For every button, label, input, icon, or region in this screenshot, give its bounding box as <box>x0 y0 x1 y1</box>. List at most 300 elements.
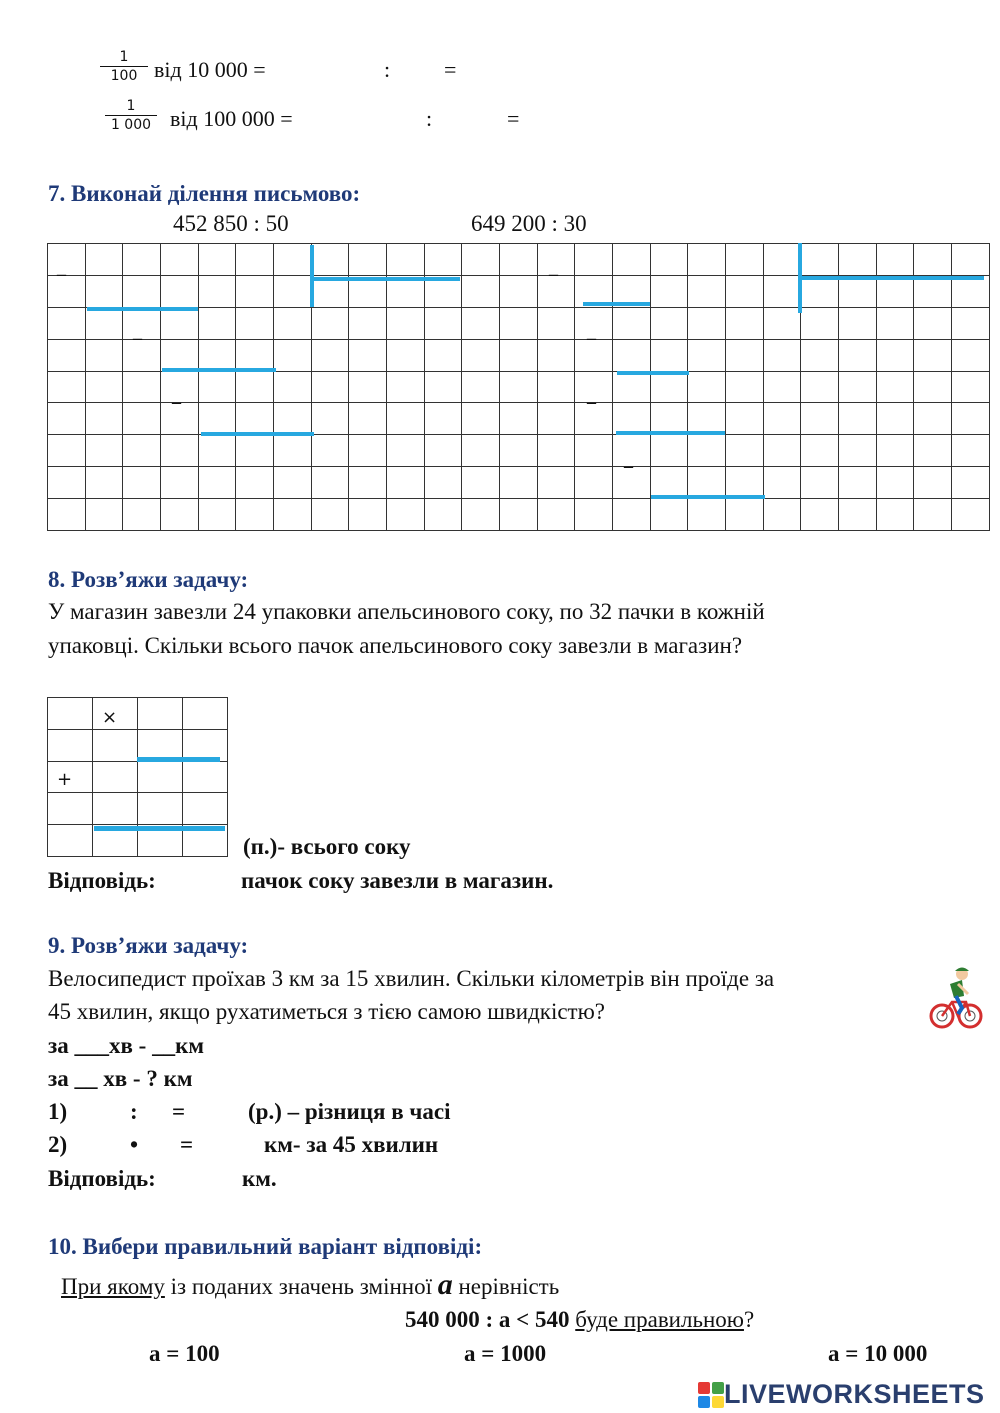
grid-cell[interactable] <box>311 435 349 467</box>
grid-cell[interactable] <box>198 499 236 531</box>
grid-cell[interactable] <box>650 371 688 403</box>
grid-cell[interactable] <box>952 339 990 371</box>
grid-cell[interactable] <box>914 499 952 531</box>
step2-text: км- за 45 хвилин <box>264 1132 439 1157</box>
grid-cell[interactable] <box>183 698 228 730</box>
grid-cell[interactable] <box>387 499 425 531</box>
equals-sign: = <box>507 106 520 131</box>
multiplication-line <box>94 826 225 831</box>
grid-cell[interactable] <box>839 371 877 403</box>
answer-blank[interactable] <box>300 57 378 83</box>
grid-cell[interactable] <box>688 307 726 339</box>
grid-cell[interactable] <box>914 307 952 339</box>
grid-cell[interactable] <box>500 307 538 339</box>
liveworksheets-logo <box>698 1379 985 1409</box>
grid-cell[interactable] <box>123 244 161 276</box>
grid-cell[interactable] <box>85 275 123 307</box>
grid-cell[interactable] <box>198 403 236 435</box>
grid-cell[interactable] <box>349 435 387 467</box>
grid-cell[interactable] <box>801 244 839 276</box>
grid-cell[interactable] <box>462 467 500 499</box>
fraction-row2-text: від 100 000 = <box>170 106 293 131</box>
grid-cell[interactable] <box>688 339 726 371</box>
grid-cell[interactable] <box>462 275 500 307</box>
grid-cell[interactable] <box>801 371 839 403</box>
grid-cell[interactable] <box>914 275 952 307</box>
colon-sign: : <box>426 106 433 131</box>
grid-row <box>48 499 990 531</box>
grid-cell[interactable] <box>48 499 86 531</box>
grid-cell[interactable] <box>236 275 274 307</box>
grid-cell[interactable] <box>274 275 312 307</box>
grid-cell[interactable] <box>274 403 312 435</box>
grid-cell[interactable] <box>801 307 839 339</box>
minus-sign: _ <box>587 320 596 341</box>
grid-cell[interactable] <box>48 307 86 339</box>
grid-cell[interactable] <box>650 244 688 276</box>
task9-answer-unit: км. <box>242 1166 277 1191</box>
grid-cell[interactable] <box>952 371 990 403</box>
grid-cell[interactable] <box>763 435 801 467</box>
grid-cell[interactable] <box>311 307 349 339</box>
grid-cell[interactable] <box>839 435 877 467</box>
grid-cell[interactable] <box>85 244 123 276</box>
multiplication-grid <box>47 697 228 857</box>
grid-cell[interactable] <box>876 244 914 276</box>
grid-cell[interactable] <box>311 403 349 435</box>
grid-cell[interactable] <box>424 403 462 435</box>
grid-cell[interactable] <box>349 244 387 276</box>
step1-equals: = <box>172 1099 186 1124</box>
grid-cell[interactable] <box>575 244 613 276</box>
grid-cell[interactable] <box>183 793 228 825</box>
question-text: із поданих значень змінної <box>164 1274 438 1299</box>
grid-cell[interactable] <box>123 371 161 403</box>
task8-unit-label: (п.)- всього соку <box>243 834 411 859</box>
grid-cell[interactable] <box>349 403 387 435</box>
minus-sign: _ <box>549 256 558 277</box>
grid-cell[interactable] <box>763 339 801 371</box>
grid-cell[interactable] <box>801 403 839 435</box>
fraction-1-1000 <box>103 97 159 134</box>
grid-cell[interactable] <box>537 499 575 531</box>
grid-cell[interactable] <box>537 275 575 307</box>
grid-cell[interactable] <box>424 371 462 403</box>
grid-cell[interactable] <box>952 499 990 531</box>
grid-cell[interactable] <box>123 435 161 467</box>
task9-text-line2: 45 хвилин, якщо рухатиметься з тією самою швидкістю? <box>48 999 605 1024</box>
grid-row <box>48 339 990 371</box>
grid-cell[interactable] <box>876 403 914 435</box>
grid-cell[interactable] <box>274 435 312 467</box>
grid-cell[interactable] <box>183 761 228 793</box>
task8-title: 8. Розв’яжи задачу: <box>48 567 249 592</box>
grid-cell[interactable] <box>613 339 651 371</box>
grid-cell[interactable] <box>537 307 575 339</box>
grid-cell[interactable] <box>839 499 877 531</box>
times-sign: × <box>102 707 118 728</box>
grid-cell[interactable] <box>726 403 764 435</box>
grid-cell[interactable] <box>839 403 877 435</box>
grid-cell[interactable] <box>688 435 726 467</box>
grid-cell[interactable] <box>500 467 538 499</box>
minus-sign: _ <box>133 320 142 341</box>
grid-cell[interactable] <box>613 307 651 339</box>
grid-cell[interactable] <box>48 825 93 857</box>
grid-cell[interactable] <box>688 403 726 435</box>
grid-cell[interactable] <box>138 698 183 730</box>
grid-cell[interactable] <box>801 435 839 467</box>
inequality-expression: 540 000 : а < 540 <box>405 1307 576 1332</box>
grid-cell[interactable] <box>763 307 801 339</box>
grid-cell[interactable] <box>85 371 123 403</box>
grid-cell[interactable] <box>198 307 236 339</box>
option-a-1000[interactable]: а = 1000 <box>464 1341 547 1366</box>
fraction-row1-text: від 10 000 = <box>154 57 266 82</box>
grid-cell[interactable] <box>575 499 613 531</box>
division-line <box>201 432 314 436</box>
division-line <box>617 371 689 375</box>
grid-cell[interactable] <box>952 435 990 467</box>
grid-cell[interactable] <box>952 467 990 499</box>
grid-row <box>48 698 228 730</box>
grid-cell[interactable] <box>161 467 199 499</box>
minus-sign: _ <box>57 256 66 277</box>
grid-cell[interactable] <box>161 435 199 467</box>
grid-cell[interactable] <box>613 244 651 276</box>
grid-cell[interactable] <box>311 467 349 499</box>
grid-cell[interactable] <box>801 499 839 531</box>
liveworksheets-logo-icon <box>698 1382 724 1408</box>
division-line <box>798 276 984 280</box>
grid-cell[interactable] <box>688 244 726 276</box>
inequality-underlined: буде правильною <box>575 1307 744 1332</box>
grid-cell[interactable] <box>914 467 952 499</box>
answer-blank[interactable] <box>530 106 600 132</box>
grid-cell[interactable] <box>763 403 801 435</box>
grid-cell[interactable] <box>500 339 538 371</box>
answer-blank[interactable] <box>466 57 536 83</box>
grid-cell[interactable] <box>763 467 801 499</box>
grid-cell[interactable] <box>726 244 764 276</box>
grid-cell[interactable] <box>575 435 613 467</box>
grid-cell[interactable] <box>726 499 764 531</box>
grid-cell[interactable] <box>462 499 500 531</box>
division-line <box>310 245 314 307</box>
grid-cell[interactable] <box>801 275 839 307</box>
fraction-denominator: 100 <box>110 68 138 84</box>
grid-cell[interactable] <box>575 403 613 435</box>
division-line <box>162 368 276 372</box>
grid-cell[interactable] <box>500 403 538 435</box>
grid-cell[interactable] <box>726 275 764 307</box>
grid-cell[interactable] <box>424 244 462 276</box>
grid-cell[interactable] <box>500 371 538 403</box>
grid-cell[interactable] <box>236 307 274 339</box>
grid-cell[interactable] <box>85 499 123 531</box>
fraction-numerator: 1 <box>126 98 136 114</box>
task8-answer-label: Відповідь: <box>48 868 156 893</box>
grid-cell[interactable] <box>274 307 312 339</box>
grid-cell[interactable] <box>424 499 462 531</box>
grid-cell[interactable] <box>537 435 575 467</box>
grid-cell[interactable] <box>688 371 726 403</box>
grid-cell[interactable] <box>93 729 138 761</box>
step1-colon: : <box>130 1099 138 1124</box>
grid-cell[interactable] <box>914 339 952 371</box>
grid-cell[interactable] <box>650 307 688 339</box>
grid-cell[interactable] <box>876 339 914 371</box>
grid-cell[interactable] <box>876 499 914 531</box>
grid-cell[interactable] <box>650 499 688 531</box>
grid-cell[interactable] <box>575 467 613 499</box>
answer-blank[interactable] <box>395 57 439 83</box>
task8-text-line1: У магазин завезли 24 упаковки апельсинового соку, по 32 пачки в кожній <box>48 599 765 624</box>
grid-cell[interactable] <box>801 339 839 371</box>
grid-cell[interactable] <box>952 275 990 307</box>
question-underlined: При якому <box>61 1274 165 1299</box>
grid-cell[interactable] <box>914 403 952 435</box>
grid-cell[interactable] <box>311 499 349 531</box>
grid-cell[interactable] <box>138 793 183 825</box>
grid-cell[interactable] <box>500 435 538 467</box>
grid-cell[interactable] <box>138 761 183 793</box>
grid-row <box>48 435 990 467</box>
grid-cell[interactable] <box>914 371 952 403</box>
grid-cell[interactable] <box>462 339 500 371</box>
grid-cell[interactable] <box>839 275 877 307</box>
grid-cell[interactable] <box>726 307 764 339</box>
option-a-10000[interactable]: а = 10 000 <box>828 1341 928 1366</box>
grid-cell[interactable] <box>236 244 274 276</box>
grid-cell[interactable] <box>274 244 312 276</box>
grid-cell[interactable] <box>161 275 199 307</box>
grid-cell[interactable] <box>48 435 86 467</box>
grid-cell[interactable] <box>952 244 990 276</box>
grid-cell[interactable] <box>424 339 462 371</box>
grid-cell[interactable] <box>387 307 425 339</box>
task8-answer-text: пачок соку завезли в магазин. <box>241 868 554 893</box>
grid-cell[interactable] <box>650 339 688 371</box>
task9-title: 9. Розв’яжи задачу: <box>48 933 249 958</box>
question-end: нерівність <box>452 1274 560 1299</box>
grid-cell[interactable] <box>424 467 462 499</box>
grid-cell[interactable] <box>952 307 990 339</box>
grid-cell[interactable] <box>274 371 312 403</box>
grid-cell[interactable] <box>613 467 651 499</box>
grid-cell[interactable] <box>688 467 726 499</box>
grid-cell[interactable] <box>48 729 93 761</box>
grid-cell[interactable] <box>462 244 500 276</box>
grid-cell[interactable] <box>876 275 914 307</box>
grid-cell[interactable] <box>462 403 500 435</box>
grid-cell[interactable] <box>48 698 93 730</box>
grid-cell[interactable] <box>424 435 462 467</box>
division-grid <box>47 243 990 531</box>
task8-text-line2: упаковці. Скільки всього пачок апельсинового соку завезли в магазин? <box>48 633 743 658</box>
task10-inequality <box>405 1305 754 1335</box>
grid-cell[interactable] <box>726 339 764 371</box>
grid-cell[interactable] <box>613 371 651 403</box>
grid-cell[interactable] <box>537 403 575 435</box>
grid-cell[interactable] <box>93 793 138 825</box>
division-line <box>651 495 765 499</box>
step1-text: (р.) – різниця в часі <box>248 1099 451 1124</box>
plus-sign: + <box>57 769 73 790</box>
grid-cell[interactable] <box>48 371 86 403</box>
grid-cell[interactable] <box>387 403 425 435</box>
grid-cell[interactable] <box>48 339 86 371</box>
division-expression-2: 649 200 : 30 <box>471 211 587 236</box>
grid-cell[interactable] <box>462 371 500 403</box>
grid-cell[interactable] <box>198 244 236 276</box>
grid-row <box>48 275 990 307</box>
grid-cell[interactable] <box>387 435 425 467</box>
grid-cell[interactable] <box>236 435 274 467</box>
grid-cell[interactable] <box>349 499 387 531</box>
grid-cell[interactable] <box>85 435 123 467</box>
grid-cell[interactable] <box>763 371 801 403</box>
division-expression-1: 452 850 : 50 <box>173 211 289 236</box>
grid-cell[interactable] <box>198 435 236 467</box>
grid-cell[interactable] <box>726 371 764 403</box>
fraction-numerator: 1 <box>119 49 129 65</box>
grid-cell[interactable] <box>387 339 425 371</box>
grid-cell[interactable] <box>311 371 349 403</box>
grid-cell[interactable] <box>763 499 801 531</box>
answer-blank[interactable] <box>437 106 503 132</box>
grid-cell[interactable] <box>161 244 199 276</box>
grid-cell[interactable] <box>48 467 86 499</box>
answer-blank[interactable] <box>328 106 420 132</box>
grid-cell[interactable] <box>952 403 990 435</box>
grid-cell[interactable] <box>274 467 312 499</box>
grid-cell[interactable] <box>349 339 387 371</box>
grid-cell[interactable] <box>763 244 801 276</box>
grid-cell[interactable] <box>726 435 764 467</box>
grid-cell[interactable] <box>85 467 123 499</box>
grid-cell[interactable] <box>763 275 801 307</box>
grid-cell[interactable] <box>613 403 651 435</box>
grid-cell[interactable] <box>688 275 726 307</box>
fraction-1-100 <box>98 48 150 85</box>
grid-cell[interactable] <box>387 371 425 403</box>
grid-cell[interactable] <box>274 339 312 371</box>
grid-cell[interactable] <box>123 403 161 435</box>
grid-cell[interactable] <box>161 339 199 371</box>
grid-cell[interactable] <box>198 339 236 371</box>
grid-cell[interactable] <box>85 307 123 339</box>
grid-cell[interactable] <box>500 275 538 307</box>
grid-cell[interactable] <box>198 467 236 499</box>
grid-cell[interactable] <box>48 403 86 435</box>
grid-cell[interactable] <box>161 403 199 435</box>
grid-cell[interactable] <box>839 244 877 276</box>
grid-cell[interactable] <box>236 339 274 371</box>
grid-cell[interactable] <box>726 467 764 499</box>
grid-cell[interactable] <box>123 499 161 531</box>
grid-cell[interactable] <box>85 339 123 371</box>
grid-cell[interactable] <box>161 499 199 531</box>
grid-cell[interactable] <box>48 244 86 276</box>
grid-cell[interactable] <box>462 307 500 339</box>
grid-cell[interactable] <box>93 761 138 793</box>
grid-cell[interactable] <box>876 435 914 467</box>
grid-cell[interactable] <box>198 371 236 403</box>
grid-cell[interactable] <box>650 435 688 467</box>
grid-cell[interactable] <box>236 403 274 435</box>
grid-cell[interactable] <box>839 339 877 371</box>
task10-title: 10. Вибери правильний варіант відповіді: <box>48 1234 483 1259</box>
grid-cell[interactable] <box>876 467 914 499</box>
grid-cell[interactable] <box>311 244 349 276</box>
grid-cell[interactable] <box>537 371 575 403</box>
grid-cell[interactable] <box>500 499 538 531</box>
grid-cell[interactable] <box>575 339 613 371</box>
task10-question <box>61 1270 559 1302</box>
grid-cell[interactable] <box>839 307 877 339</box>
grid-cell[interactable] <box>123 467 161 499</box>
grid-row <box>48 761 228 793</box>
grid-cell[interactable] <box>311 339 349 371</box>
grid-cell[interactable] <box>123 339 161 371</box>
grid-cell[interactable] <box>48 275 86 307</box>
inequality-question-mark: ? <box>743 1307 755 1332</box>
grid-cell[interactable] <box>537 467 575 499</box>
grid-row <box>48 371 990 403</box>
grid-cell[interactable] <box>349 371 387 403</box>
grid-cell[interactable] <box>914 244 952 276</box>
grid-cell[interactable] <box>613 499 651 531</box>
grid-cell[interactable] <box>198 275 236 307</box>
variable-a: а <box>437 1268 453 1301</box>
grid-cell[interactable] <box>274 499 312 531</box>
liveworksheets-logo-text: LIVEWORKSHEETS <box>724 1379 985 1409</box>
colon-sign: : <box>384 57 391 82</box>
grid-cell[interactable] <box>161 307 199 339</box>
grid-cell[interactable] <box>876 371 914 403</box>
grid-cell[interactable] <box>462 435 500 467</box>
grid-cell[interactable] <box>387 244 425 276</box>
grid-row <box>48 403 990 435</box>
grid-cell[interactable] <box>349 307 387 339</box>
grid-cell[interactable] <box>48 793 93 825</box>
option-a-100[interactable]: а = 100 <box>149 1341 220 1366</box>
cyclist-icon <box>928 964 984 1034</box>
grid-cell[interactable] <box>123 275 161 307</box>
grid-cell[interactable] <box>236 467 274 499</box>
grid-cell[interactable] <box>236 371 274 403</box>
grid-cell[interactable] <box>650 275 688 307</box>
grid-cell[interactable] <box>349 467 387 499</box>
grid-cell[interactable] <box>688 499 726 531</box>
grid-cell[interactable] <box>85 403 123 435</box>
grid-cell[interactable] <box>236 499 274 531</box>
grid-cell[interactable] <box>424 307 462 339</box>
grid-cell[interactable] <box>650 403 688 435</box>
grid-cell[interactable] <box>537 339 575 371</box>
task9-answer-label: Відповідь: <box>48 1166 156 1191</box>
grid-cell[interactable] <box>839 467 877 499</box>
division-line <box>583 302 650 306</box>
grid-cell[interactable] <box>801 467 839 499</box>
grid-cell[interactable] <box>650 467 688 499</box>
grid-cell[interactable] <box>500 244 538 276</box>
equals-sign: = <box>444 57 457 82</box>
grid-cell[interactable] <box>914 435 952 467</box>
grid-cell[interactable] <box>387 467 425 499</box>
grid-cell[interactable] <box>876 307 914 339</box>
